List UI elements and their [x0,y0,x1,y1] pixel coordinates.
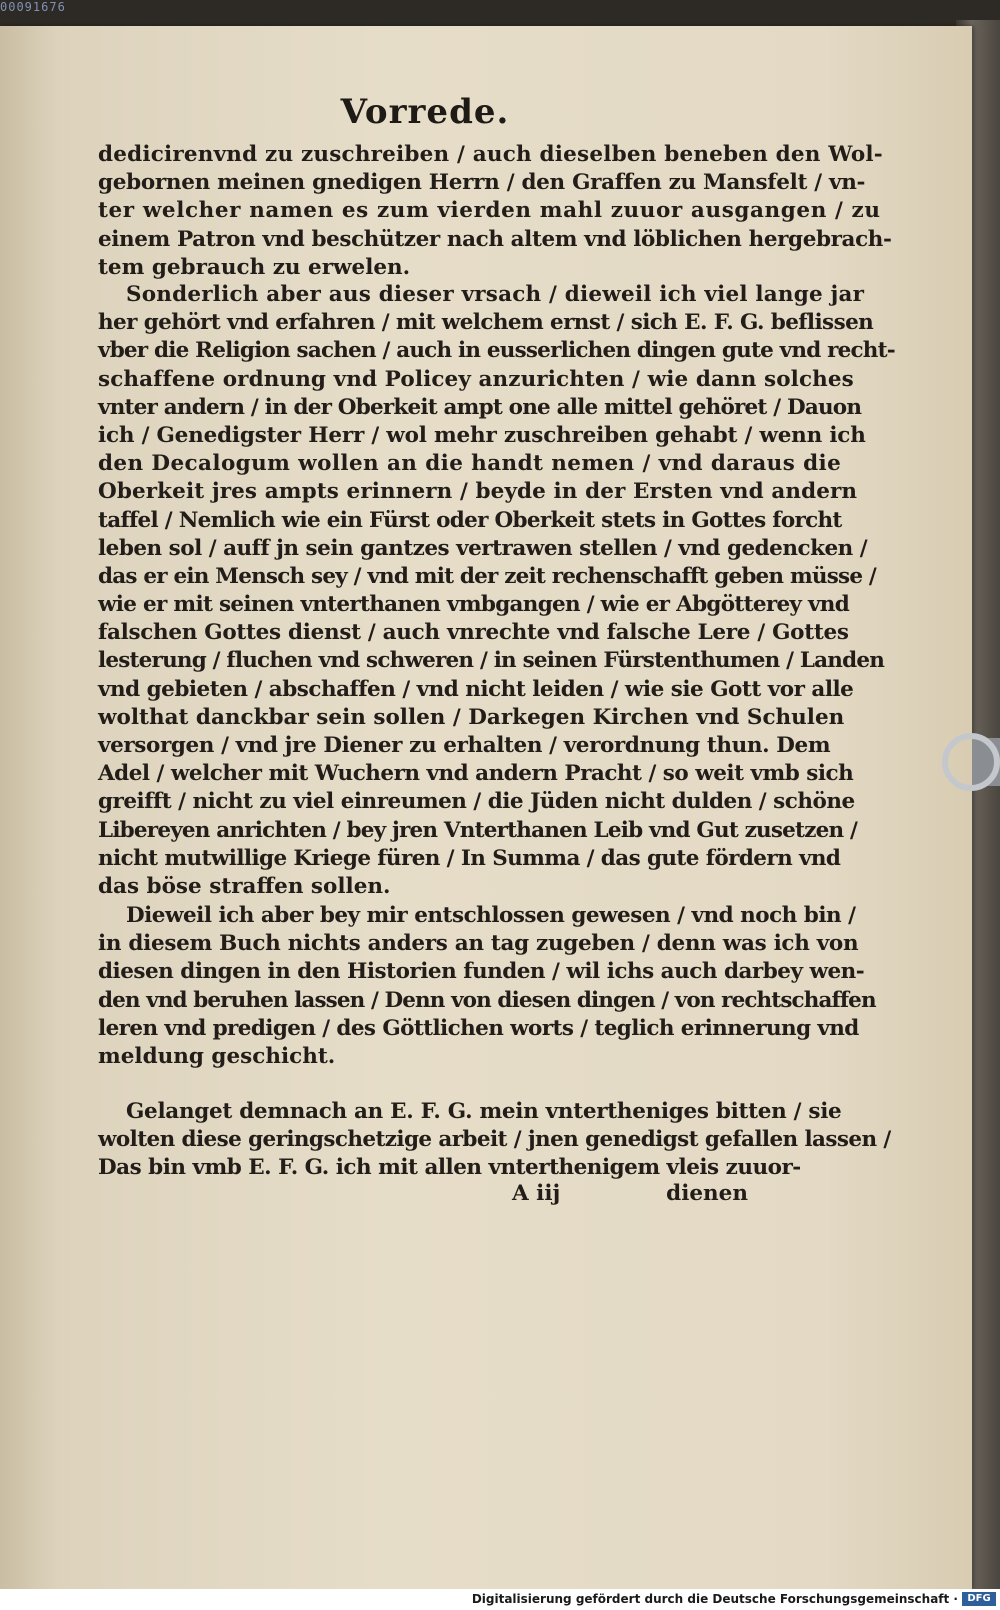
paragraph-4 [98,1098,891,1183]
text-line: Das bin vmb E. F. G. ich mit allen vnterthenigem vleis zuuor- [98,1155,801,1181]
text-line: gebornen meinen gnedigen Herrn / den Graffen zu Mansfelt / vn- [98,170,866,196]
text-line: Oberkeit jres ampts erinnern / beyde in der Ersten vnd andern [98,479,858,505]
text-line: diesen dingen in den Historien funden / wil ichs auch darbey wen- [98,959,865,985]
text-line: in diesem Buch nichts anders an tag zugeben / denn was ich von [98,931,859,957]
book-clasp-ring [942,733,1000,791]
text-line: dedicirenvnd zu zuschreiben / auch dieselben beneben den Wol- [98,142,883,167]
text-line: Sonderlich aber aus dieser vrsach / dieweil ich viel lange jar [126,282,865,307]
text-line: wie er mit seinen vnterthanen vmbgangen / wie er Abgötterey vnd [98,592,850,618]
text-line: vnter andern / in der Oberkeit ampt one alle mittel gehöret / Dauon [98,394,862,420]
footer-credit: Digitalisierung gefördert durch die Deutsche Forschungsgemeinschaft · [471,1592,958,1606]
text-line: vber die Religion sachen / auch in eusserlichen dingen gute vnd recht- [98,338,895,364]
text-line: ich / Genedigster Herr / wol mehr zuschreiben gehabt / wenn ich [98,422,866,448]
text-line: einem Patron vnd beschützer nach altem vnd löblichen hergebrach- [98,226,892,252]
text-line: Adel / welcher mit Wuchern vnd andern Pracht / so weit vmb sich [98,761,854,787]
signature-line [98,1181,748,1209]
text-line: das böse straffen sollen. [98,873,391,899]
text-line: Gelanget demnach an E. F. G. mein vntertheniges bitten / sie [126,1099,842,1124]
text-line: Libereyen anrichten / bey jren Vnterthanen Leib vnd Gut zusetzen / [98,817,858,843]
text-line: Dieweil ich aber bey mir entschlossen gewesen / vnd noch bin / [126,903,856,928]
text-line: schaffene ordnung vnd Policey anzurichten / wie dann solches [98,366,854,392]
text-line: leren vnd predigen / des Göttlichen worts / teglich erinnerung vnd [98,1015,859,1041]
scan-header-strip [0,0,1000,28]
text-line: falschen Gottes dienst / auch vnrechte vnd falsche Lere / Gottes [98,620,849,646]
footer-bar [0,1589,1000,1610]
text-line: vnd gebieten / abschaffen / vnd nicht leiden / wie sie Gott vor alle [98,676,854,702]
scan-id-label: 00091676 [0,0,66,14]
page-heading: Vorrede. [340,92,510,132]
text-line: den Decalogum wollen an die handt nemen / vnd daraus die [98,451,842,477]
text-line: wolten diese geringschetzige arbeit / jnen genedigst gefallen lassen / [98,1127,891,1153]
text-line: nicht mutwillige Kriege füren / In Summa / das gute fördern vnd [98,845,841,871]
paragraph-3 [98,902,876,1071]
text-line: leben sol / auff jn sein gantzes vertrawen stellen / vnd gedencken / [98,535,868,561]
dfg-logo: DFG [962,1592,996,1606]
text-line: den vnd beruhen lassen / Denn von diesen dingen / von rechtschaffen [98,987,876,1013]
text-line: her gehört vnd erfahren / mit welchem ernst / sich E. F. G. beflissen [98,310,874,336]
paragraph-2 [98,281,895,901]
text-line: meldung geschicht. [98,1043,336,1069]
text-line: versorgen / vnd jre Diener zu erhalten / verordnung thun. Dem [98,733,831,758]
catchword: dienen [666,1181,748,1206]
text-line: ter welcher namen es zum vierden mahl zuuor ausgangen / zu [98,198,881,224]
paragraph-1 [98,141,892,282]
text-line: greifft / nicht zu viel einreumen / die Jüden nicht dulden / schöne [98,789,855,815]
text-line: taffel / Nemlich wie ein Fürst oder Oberkeit stets in Gottes forcht [98,507,842,533]
text-line: tem gebrauch zu erwelen. [98,254,411,280]
text-line: wolthat danckbar sein sollen / Darkegen Kirchen vnd Schulen [98,704,845,730]
text-line: das er ein Mensch sey / vnd mit der zeit rechenschafft geben müsse / [98,563,876,589]
text-line: lesterung / fluchen vnd schweren / in seinen Fürstenthumen / Landen [98,648,885,674]
signature-mark: A iij [512,1181,561,1206]
